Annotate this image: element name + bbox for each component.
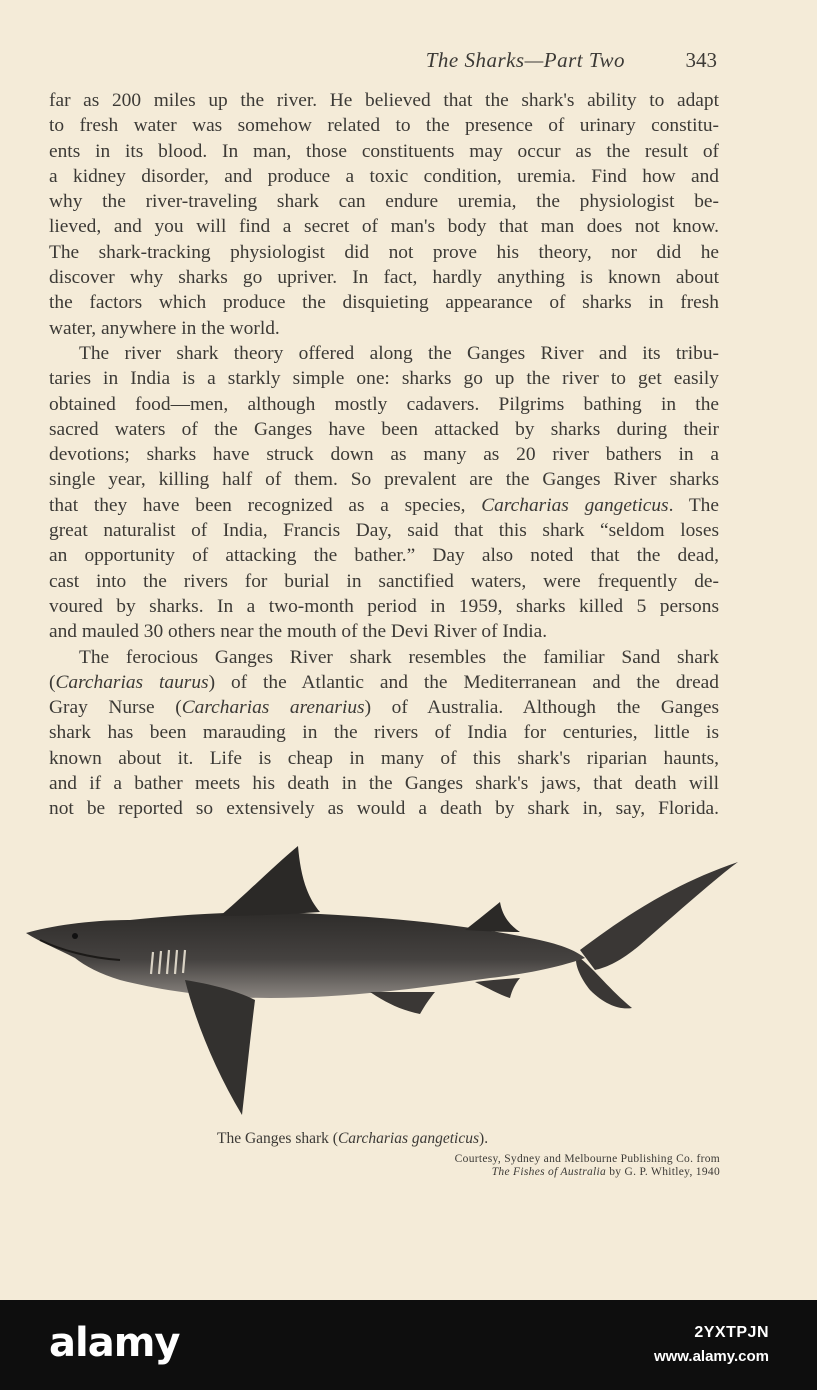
- text-fragment: that they have been recognized as a species,: [49, 494, 482, 516]
- credit-book-title: The Fishes of Australia: [491, 1166, 607, 1178]
- text-line: cast into the rivers for burial in sanctified waters, were frequently de-: [49, 570, 719, 592]
- text-line: and if a bather meets his death in the Ganges shark's jaws, that death will: [49, 773, 719, 795]
- text-line: devotions; sharks have struck down as many as 20 river bathers in a: [49, 444, 719, 466]
- text-line: known about it. Life is cheap in many of this shark's riparian haunts,: [49, 747, 719, 769]
- credit-text: by G. P. Whitley, 1940: [606, 1166, 720, 1178]
- species-name: Carcharias arenarius: [181, 697, 365, 719]
- figure-credit: [455, 1153, 720, 1179]
- text-line: voured by sharks. In a two-month period in 1959, sharks killed 5 persons: [49, 595, 719, 617]
- text-line: shark has been marauding in the rivers of India for centuries, little is: [49, 722, 719, 744]
- image-id: 2YXTPJN: [694, 1324, 769, 1341]
- body-text: [49, 88, 719, 822]
- credit-line: [455, 1166, 720, 1179]
- text-line: The shark-tracking physiologist did not prove his theory, nor did he: [49, 241, 719, 263]
- credit-line: Courtesy, Sydney and Melbourne Publishing Co. from: [454, 1153, 720, 1165]
- text-line: not be reported so extensively as would a death by shark in, say, Florida.: [49, 798, 719, 820]
- text-line: to fresh water was somehow related to the presence of urinary constitu-: [49, 115, 719, 137]
- figure-caption: [217, 1130, 488, 1148]
- text-line: sacred waters of the Ganges have been attacked by sharks during their: [49, 418, 719, 440]
- alamy-logo[interactable]: alamy: [49, 1320, 180, 1366]
- text-line: The ferocious Ganges River shark resembles the familiar Sand shark: [79, 646, 719, 668]
- running-title: The Sharks—Part Two: [425, 48, 625, 72]
- text-fragment: ) of the Atlantic and the Mediterranean and the dread: [208, 671, 719, 693]
- shark-illustration: [20, 840, 750, 1125]
- text-line: great naturalist of India, Francis Day, said that this shark “seldom loses: [49, 520, 719, 542]
- text-line: the factors which produce the disquieting appearance of sharks in fresh: [49, 292, 719, 314]
- text-line: lieved, and you will find a secret of man's body that man does not know.: [49, 216, 719, 238]
- text-line: [49, 695, 719, 720]
- caption-species: Carcharias gangeticus: [337, 1130, 480, 1147]
- text-line: [49, 493, 719, 518]
- text-line: why the river-traveling shark can endure uremia, the physiologist be-: [49, 191, 719, 213]
- text-line: single year, killing half of them. So prevalent are the Ganges River sharks: [49, 469, 719, 491]
- caption-text: The Ganges shark (: [217, 1130, 338, 1147]
- site-url[interactable]: www.alamy.com: [653, 1348, 769, 1365]
- page-number: 343: [685, 48, 717, 72]
- caption-text: ).: [479, 1130, 489, 1147]
- watermark-footer: [0, 1300, 817, 1390]
- text-line: a kidney disorder, and produce a toxic condition, uremia. Find how and: [49, 165, 719, 187]
- text-line: and mauled 30 others near the mouth of the Devi River of India.: [49, 621, 548, 643]
- species-name: Carcharias gangeticus: [481, 494, 669, 516]
- text-fragment: ) of Australia. Although the Ganges: [364, 697, 719, 719]
- text-line: an opportunity of attacking the bather.” Day also noted that the dead,: [49, 545, 719, 567]
- footer-meta: [654, 1324, 769, 1365]
- text-line: taries in India is a starkly simple one: sharks go up the river to get easily: [49, 368, 719, 390]
- text-line: far as 200 miles up the river. He believed that the shark's ability to adapt: [49, 90, 719, 111]
- text-line: ents in its blood. In man, those constituents may occur as the result of: [49, 140, 719, 162]
- text-line: discover why sharks go upriver. In fact, hardly anything is known about: [49, 267, 719, 289]
- text-line: obtained food—men, although mostly cadavers. Pilgrims bathing in the: [49, 393, 719, 415]
- text-fragment: . The: [668, 494, 719, 516]
- species-name: Carcharias taurus: [55, 671, 209, 693]
- text-line: water, anywhere in the world.: [49, 317, 280, 339]
- text-line: [49, 670, 719, 695]
- text-line: The river shark theory offered along the Ganges River and its tribu-: [79, 342, 719, 364]
- running-head: [0, 48, 817, 76]
- text-fragment: Gray Nurse (: [49, 697, 182, 719]
- text-fragment: (: [49, 671, 56, 693]
